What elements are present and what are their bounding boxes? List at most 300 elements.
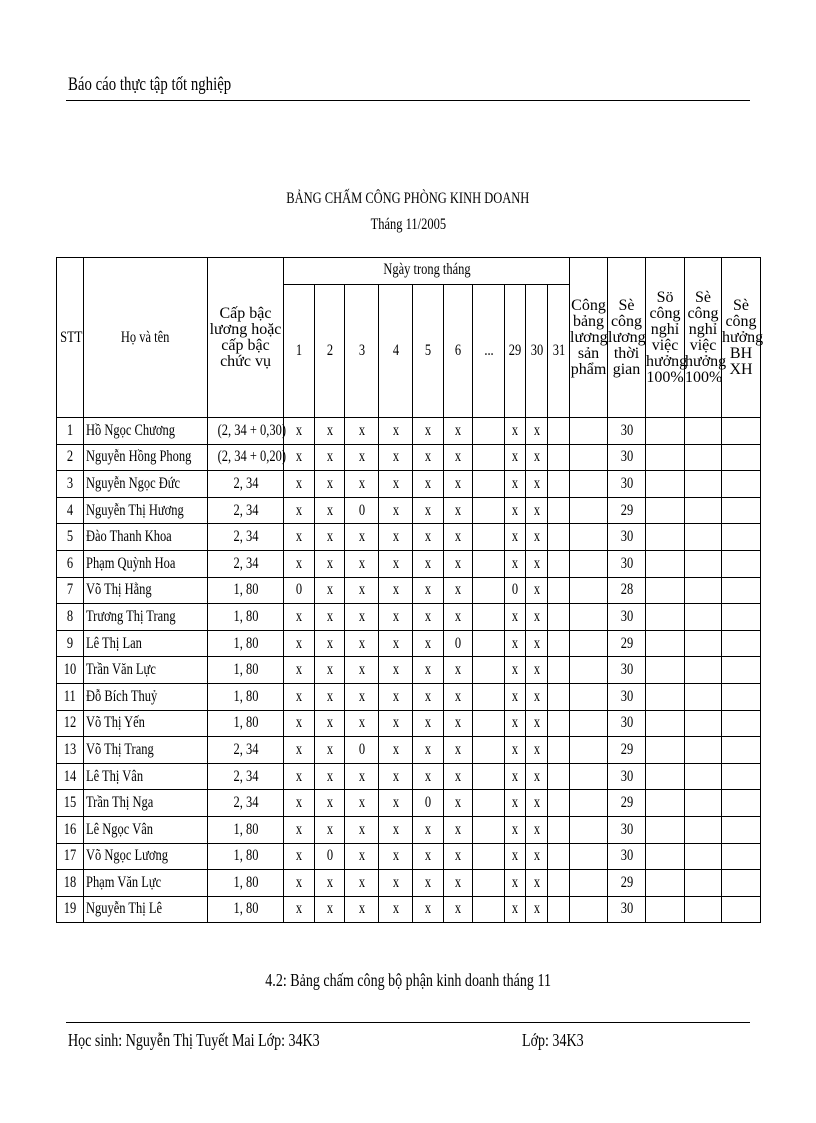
row-piece: [570, 870, 608, 897]
row-bhxh: [722, 444, 761, 471]
page-header: Báo cáo thực tập tốt nghiệp: [68, 74, 232, 95]
row-bhxh: [722, 737, 761, 764]
row-piece: [570, 577, 608, 604]
row-day-mark: x: [413, 657, 444, 684]
row-stt: 16: [57, 816, 84, 843]
row-day-mark: x: [379, 577, 413, 604]
row-leave-pct: [685, 843, 722, 870]
row-leave-100: [646, 418, 685, 445]
row-day-mark: x: [505, 816, 526, 843]
footer-student: Học sinh: Nguyễn Thị Tuyết Mai Lớp: 34K3: [68, 1030, 320, 1050]
row-day-mark: x: [444, 737, 473, 764]
row-leave-pct: [685, 870, 722, 897]
row-day-mark: x: [413, 418, 444, 445]
row-day-mark: 0: [345, 737, 379, 764]
row-day-mark: x: [379, 816, 413, 843]
row-day-mark: [473, 896, 505, 923]
row-day-mark: [473, 444, 505, 471]
row-day-mark: x: [284, 896, 315, 923]
row-day-mark: x: [345, 870, 379, 897]
table-row: [57, 737, 761, 764]
row-day-mark: 0: [444, 630, 473, 657]
row-day-mark: x: [526, 843, 548, 870]
footer-divider: [66, 1022, 750, 1023]
row-day-mark: x: [379, 737, 413, 764]
row-day-mark: x: [413, 763, 444, 790]
row-stt: 10: [57, 657, 84, 684]
row-day-mark: x: [413, 497, 444, 524]
row-leave-100: [646, 550, 685, 577]
row-day-mark: x: [526, 763, 548, 790]
row-leave-100: [646, 816, 685, 843]
row-bhxh: [722, 816, 761, 843]
row-piece: [570, 524, 608, 551]
row-day-mark: x: [526, 604, 548, 631]
row-day-mark: x: [345, 550, 379, 577]
row-leave-pct: [685, 524, 722, 551]
row-bhxh: [722, 550, 761, 577]
row-day-mark: x: [526, 657, 548, 684]
row-piece: [570, 790, 608, 817]
row-day-mark: [548, 896, 570, 923]
row-day-mark: x: [379, 763, 413, 790]
row-leave-pct: [685, 471, 722, 498]
row-day-mark: x: [505, 604, 526, 631]
row-leave-pct: [685, 497, 722, 524]
row-day-mark: [473, 550, 505, 577]
row-time: 29: [608, 497, 646, 524]
row-time: 30: [608, 550, 646, 577]
row-leave-pct: [685, 763, 722, 790]
table-row: [57, 497, 761, 524]
row-day-mark: x: [505, 737, 526, 764]
row-leave-100: [646, 444, 685, 471]
row-stt: 3: [57, 471, 84, 498]
row-leave-100: [646, 657, 685, 684]
row-day-mark: x: [526, 896, 548, 923]
row-leave-pct: [685, 710, 722, 737]
header-time: Sè công lương thời gian: [608, 258, 646, 418]
row-day-mark: x: [315, 577, 345, 604]
table-row: [57, 763, 761, 790]
row-day-mark: x: [413, 683, 444, 710]
row-day-mark: x: [526, 577, 548, 604]
row-bhxh: [722, 471, 761, 498]
row-day-mark: x: [444, 604, 473, 631]
row-day-mark: [473, 816, 505, 843]
row-grade: (2, 34 + 0,30): [208, 418, 284, 445]
row-time: 29: [608, 870, 646, 897]
header-divider: [66, 100, 750, 101]
row-bhxh: [722, 630, 761, 657]
row-day-mark: [473, 577, 505, 604]
row-piece: [570, 550, 608, 577]
row-piece: [570, 710, 608, 737]
row-day-mark: x: [444, 657, 473, 684]
row-leave-100: [646, 471, 685, 498]
row-day-mark: x: [505, 444, 526, 471]
row-grade: 1, 80: [208, 683, 284, 710]
row-day-mark: x: [526, 444, 548, 471]
table-row: [57, 418, 761, 445]
row-day-mark: x: [345, 630, 379, 657]
header-day: 4: [379, 285, 413, 418]
row-stt: 11: [57, 683, 84, 710]
row-day-mark: x: [315, 630, 345, 657]
row-stt: 5: [57, 524, 84, 551]
row-leave-100: [646, 497, 685, 524]
row-grade: 2, 34: [208, 471, 284, 498]
row-bhxh: [722, 710, 761, 737]
row-day-mark: x: [413, 737, 444, 764]
row-day-mark: x: [345, 710, 379, 737]
header-day: 31: [548, 285, 570, 418]
row-day-mark: x: [284, 790, 315, 817]
row-day-mark: 0: [413, 790, 444, 817]
row-day-mark: x: [345, 524, 379, 551]
row-grade: 2, 34: [208, 550, 284, 577]
row-day-mark: [548, 763, 570, 790]
row-grade: 1, 80: [208, 630, 284, 657]
row-day-mark: x: [444, 497, 473, 524]
row-day-mark: x: [379, 657, 413, 684]
row-piece: [570, 816, 608, 843]
row-day-mark: x: [315, 444, 345, 471]
row-day-mark: [548, 418, 570, 445]
row-day-mark: x: [526, 550, 548, 577]
row-day-mark: x: [315, 497, 345, 524]
row-day-mark: x: [315, 870, 345, 897]
row-name: Phạm Quỳnh Hoa: [84, 550, 208, 577]
row-leave-pct: [685, 896, 722, 923]
table-row: [57, 870, 761, 897]
row-name: Trần Văn Lực: [84, 657, 208, 684]
row-name: Nguyễn Hồng Phong: [84, 444, 208, 471]
row-day-mark: x: [505, 418, 526, 445]
row-day-mark: x: [444, 763, 473, 790]
header-day: 29: [505, 285, 526, 418]
row-day-mark: x: [444, 471, 473, 498]
row-bhxh: [722, 763, 761, 790]
row-stt: 4: [57, 497, 84, 524]
row-day-mark: x: [444, 710, 473, 737]
row-day-mark: x: [444, 870, 473, 897]
header-grade: Cấp bậc lương hoặc cấp bậc chức vụ: [208, 258, 284, 418]
row-day-mark: [473, 524, 505, 551]
row-day-mark: [473, 710, 505, 737]
table-row: [57, 471, 761, 498]
row-day-mark: [548, 577, 570, 604]
row-day-mark: x: [413, 524, 444, 551]
row-piece: [570, 763, 608, 790]
row-day-mark: x: [379, 630, 413, 657]
row-time: 30: [608, 843, 646, 870]
row-day-mark: x: [413, 710, 444, 737]
row-time: 30: [608, 418, 646, 445]
row-day-mark: x: [444, 790, 473, 817]
row-name: Đỗ Bích Thuỷ: [84, 683, 208, 710]
header-day: 6: [444, 285, 473, 418]
row-name: Nguyễn Thị Lê: [84, 896, 208, 923]
table-title: BẢNG CHẤM CÔNG PHÒNG KINH DOANH: [286, 190, 530, 207]
row-day-mark: [548, 816, 570, 843]
row-day-mark: x: [315, 604, 345, 631]
row-day-mark: [473, 471, 505, 498]
row-name: Võ Thị Trang: [84, 737, 208, 764]
row-day-mark: x: [284, 444, 315, 471]
row-day-mark: [548, 843, 570, 870]
row-day-mark: x: [444, 550, 473, 577]
row-stt: 1: [57, 418, 84, 445]
header-bhxh: Sè công hưởng BH XH: [722, 258, 761, 418]
row-stt: 14: [57, 763, 84, 790]
row-day-mark: x: [505, 471, 526, 498]
row-leave-pct: [685, 737, 722, 764]
row-day-mark: x: [315, 683, 345, 710]
row-piece: [570, 604, 608, 631]
row-day-mark: x: [379, 550, 413, 577]
row-name: Võ Thị Yến: [84, 710, 208, 737]
row-leave-100: [646, 737, 685, 764]
row-bhxh: [722, 683, 761, 710]
row-day-mark: x: [526, 524, 548, 551]
table-subtitle: Tháng 11/2005: [370, 216, 446, 233]
table-caption: 4.2: Bảng chấm công bộ phận kinh doanh tháng 11: [265, 970, 551, 990]
row-day-mark: x: [413, 870, 444, 897]
row-day-mark: x: [345, 763, 379, 790]
row-stt: 18: [57, 870, 84, 897]
table-row: [57, 524, 761, 551]
row-day-mark: x: [315, 816, 345, 843]
row-day-mark: x: [505, 524, 526, 551]
row-day-mark: x: [345, 657, 379, 684]
row-leave-100: [646, 870, 685, 897]
header-day: 5: [413, 285, 444, 418]
row-day-mark: [548, 550, 570, 577]
row-day-mark: [473, 763, 505, 790]
row-piece: [570, 471, 608, 498]
row-name: Trần Thị Nga: [84, 790, 208, 817]
row-day-mark: x: [526, 790, 548, 817]
row-day-mark: x: [379, 604, 413, 631]
row-grade: 1, 80: [208, 843, 284, 870]
row-time: 30: [608, 710, 646, 737]
row-name: Đào Thanh Khoa: [84, 524, 208, 551]
row-day-mark: x: [413, 843, 444, 870]
row-bhxh: [722, 497, 761, 524]
row-bhxh: [722, 843, 761, 870]
row-day-mark: x: [379, 683, 413, 710]
row-bhxh: [722, 870, 761, 897]
row-leave-pct: [685, 550, 722, 577]
table-row: [57, 710, 761, 737]
row-day-mark: x: [413, 604, 444, 631]
row-leave-100: [646, 896, 685, 923]
row-grade: 2, 34: [208, 763, 284, 790]
row-time: 30: [608, 524, 646, 551]
row-day-mark: x: [345, 843, 379, 870]
table-row: [57, 816, 761, 843]
row-day-mark: 0: [284, 577, 315, 604]
row-day-mark: x: [444, 577, 473, 604]
row-day-mark: x: [444, 444, 473, 471]
row-bhxh: [722, 657, 761, 684]
row-grade: 1, 80: [208, 870, 284, 897]
row-day-mark: x: [284, 524, 315, 551]
row-day-mark: x: [379, 710, 413, 737]
row-day-mark: x: [413, 577, 444, 604]
row-leave-100: [646, 843, 685, 870]
row-day-mark: x: [315, 710, 345, 737]
row-time: 30: [608, 471, 646, 498]
row-stt: 9: [57, 630, 84, 657]
row-grade: 1, 80: [208, 657, 284, 684]
row-day-mark: x: [379, 870, 413, 897]
row-day-mark: [548, 710, 570, 737]
row-day-mark: x: [284, 843, 315, 870]
row-day-mark: x: [526, 497, 548, 524]
table-row: [57, 630, 761, 657]
row-leave-100: [646, 710, 685, 737]
row-day-mark: 0: [315, 843, 345, 870]
row-name: Hồ Ngọc Chương: [84, 418, 208, 445]
row-day-mark: x: [379, 896, 413, 923]
row-piece: [570, 630, 608, 657]
row-grade: 2, 34: [208, 524, 284, 551]
row-day-mark: x: [444, 524, 473, 551]
row-day-mark: x: [526, 816, 548, 843]
row-day-mark: x: [505, 790, 526, 817]
row-piece: [570, 497, 608, 524]
table-row: [57, 790, 761, 817]
row-day-mark: x: [315, 896, 345, 923]
row-day-mark: x: [526, 630, 548, 657]
row-day-mark: x: [284, 657, 315, 684]
row-name: Võ Thị Hằng: [84, 577, 208, 604]
row-piece: [570, 444, 608, 471]
row-day-mark: x: [379, 497, 413, 524]
row-time: 29: [608, 737, 646, 764]
row-day-mark: x: [413, 444, 444, 471]
row-day-mark: x: [284, 737, 315, 764]
row-day-mark: [548, 497, 570, 524]
row-day-mark: x: [315, 737, 345, 764]
table-row: [57, 657, 761, 684]
row-time: 29: [608, 630, 646, 657]
row-grade: 1, 80: [208, 896, 284, 923]
header-leave-100: Sö công nghỉ việc hưởng 100%: [646, 258, 685, 418]
row-name: Nguyễn Ngọc Đức: [84, 471, 208, 498]
row-day-mark: [473, 683, 505, 710]
row-day-mark: x: [345, 816, 379, 843]
row-leave-100: [646, 604, 685, 631]
row-day-mark: x: [315, 790, 345, 817]
row-day-mark: x: [284, 418, 315, 445]
row-day-mark: x: [315, 524, 345, 551]
row-bhxh: [722, 790, 761, 817]
row-day-mark: x: [505, 710, 526, 737]
row-bhxh: [722, 896, 761, 923]
row-day-mark: [548, 524, 570, 551]
row-day-mark: [548, 657, 570, 684]
row-grade: 1, 80: [208, 577, 284, 604]
row-stt: 2: [57, 444, 84, 471]
row-day-mark: x: [505, 683, 526, 710]
row-time: 30: [608, 444, 646, 471]
row-day-mark: x: [379, 843, 413, 870]
header-day: 30: [526, 285, 548, 418]
row-day-mark: x: [526, 737, 548, 764]
row-grade: 1, 80: [208, 710, 284, 737]
row-day-mark: x: [345, 577, 379, 604]
row-day-mark: [473, 497, 505, 524]
row-day-mark: x: [505, 763, 526, 790]
row-time: 30: [608, 816, 646, 843]
row-day-mark: x: [413, 896, 444, 923]
attendance-table: [56, 257, 764, 923]
row-grade: 1, 80: [208, 604, 284, 631]
row-grade: (2, 34 + 0,20): [208, 444, 284, 471]
header-day: 1: [284, 285, 315, 418]
row-day-mark: x: [505, 657, 526, 684]
row-bhxh: [722, 604, 761, 631]
row-piece: [570, 737, 608, 764]
row-day-mark: x: [345, 790, 379, 817]
row-leave-100: [646, 790, 685, 817]
row-day-mark: x: [379, 471, 413, 498]
row-day-mark: [473, 870, 505, 897]
header-day: ...: [473, 285, 505, 418]
row-stt: 6: [57, 550, 84, 577]
table-row: [57, 843, 761, 870]
row-bhxh: [722, 418, 761, 445]
row-leave-100: [646, 683, 685, 710]
header-piece: Công bảng lương sản phẩm: [570, 258, 608, 418]
row-day-mark: [548, 444, 570, 471]
row-day-mark: x: [345, 444, 379, 471]
row-day-mark: x: [284, 471, 315, 498]
row-day-mark: [473, 630, 505, 657]
row-name: Võ Ngọc Lương: [84, 843, 208, 870]
row-day-mark: x: [505, 630, 526, 657]
row-piece: [570, 843, 608, 870]
row-day-mark: [548, 471, 570, 498]
row-day-mark: 0: [345, 497, 379, 524]
row-leave-pct: [685, 577, 722, 604]
row-day-mark: x: [379, 790, 413, 817]
row-grade: 2, 34: [208, 790, 284, 817]
row-day-mark: x: [505, 550, 526, 577]
row-day-mark: x: [345, 471, 379, 498]
row-bhxh: [722, 524, 761, 551]
row-day-mark: x: [444, 816, 473, 843]
row-day-mark: [473, 418, 505, 445]
row-day-mark: x: [444, 896, 473, 923]
row-day-mark: [548, 737, 570, 764]
row-day-mark: [473, 737, 505, 764]
row-day-mark: x: [379, 418, 413, 445]
row-name: Nguyễn Thị Hương: [84, 497, 208, 524]
row-leave-pct: [685, 657, 722, 684]
row-day-mark: x: [526, 710, 548, 737]
row-grade: 2, 34: [208, 497, 284, 524]
row-stt: 7: [57, 577, 84, 604]
row-day-mark: x: [284, 630, 315, 657]
row-day-mark: [473, 657, 505, 684]
row-day-mark: [548, 870, 570, 897]
row-day-mark: x: [284, 604, 315, 631]
table-row: [57, 604, 761, 631]
